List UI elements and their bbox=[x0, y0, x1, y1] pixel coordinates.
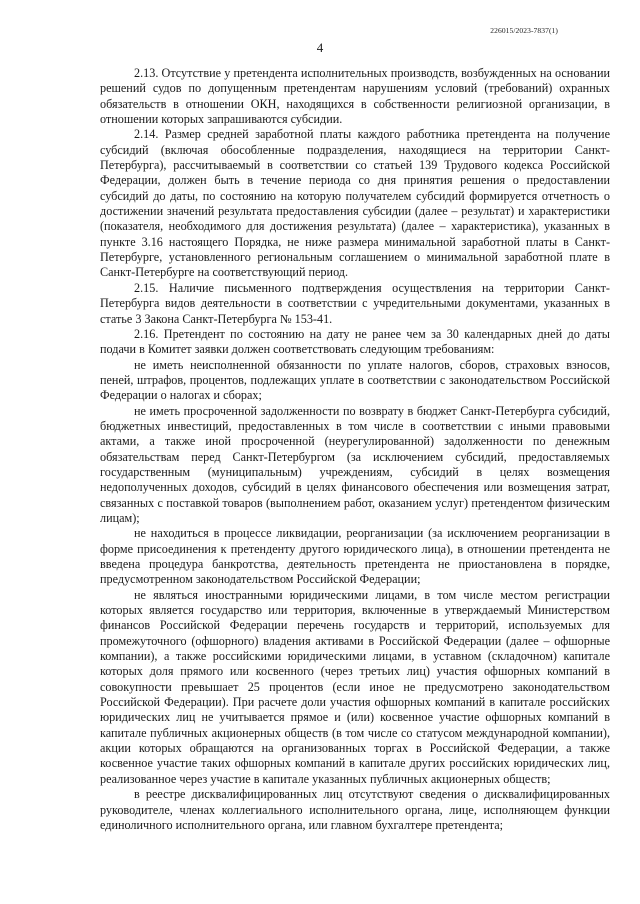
requirement-no-overdue-debt: не иметь просроченной задолженности по возврату в бюджет Санкт-Петербурга субсидий, бюджетных инвестиций, предоставленных в том числе в соответствии с иными правовыми актами, а также иной просроченной (неурегулированной) задолженности по денежным обязательствам перед Санкт-Петербургом (за исключением субсидий, предоставляемых государственным (муниципальным) учреждениям, субсидий в целях возмещения недополученных доходов, субсидий в целях финансового обеспечения или возмещения затрат, связанных с поставкой товаров (выполнением работ, оказанием услуг) претендентом физическим лицам); bbox=[100, 403, 610, 525]
paragraph-2-14: 2.14. Размер средней заработной платы каждого работника претендента на получение субсидий (включая обособленные подразделения, находящиеся на территории Санкт-Петербурга), рассчитываемый в соответствии со статьей 139 Трудового кодекса Российской Федерации, должен быть в течение периода со дня принятия решения о предоставлении субсидий до даты, по состоянию на которую получателем субсидий формируется отчетность о достижении значений результата предоставления субсидии (далее – результат) и характеристики (показателя, необходимого для достижения результата) (далее – характеристика), указанных в пункте 3.16 настоящего Порядка, не ниже размера минимальной заработной платы в Санкт-Петербурге, установленного региональным соглашением о минимальной заработной плате в Санкт-Петербурге на соответствующий период. bbox=[100, 127, 610, 280]
document-registration-number: 226015/2023-7837(1) bbox=[490, 26, 558, 35]
requirement-no-liquidation: не находиться в процессе ликвидации, реорганизации (за исключением реорганизации в форме присоединения к претенденту другого юридического лица), в отношении претендента не введена процедура банкротства, деятельность претендента не приостановлена в порядке, предусмотренном законодательством Российской Федерации; bbox=[100, 526, 610, 587]
paragraph-2-13: 2.13. Отсутствие у претендента исполнительных производств, возбужденных на основании решений судов по допущенным претендентам нарушениям условий (требований) охранных обязательств в отношении ОКН, находящихся в собственности религиозной организации, в отношении которых запрашиваются субсидии. bbox=[100, 66, 610, 127]
page-number: 4 bbox=[316, 40, 324, 55]
requirement-not-foreign-entity: не являться иностранными юридическими лицами, в том числе местом регистрации которых является государство или территория, включенные в утверждаемый Министерством финансов Российской Федерации перечень государств и территорий, используемых для промежуточного (офшорного) владения активами в Российской Федерации (далее – офшорные компании), а также российскими юридическими лицами, в уставном (складочном) капитале которых доля прямого или косвенного (через третьих лиц) участия офшорных компаний в совокупности превышает 25 процентов (если иное не предусмотрено законодательством Российской Федерации). При расчете доли участия офшорных компаний в капитале российских юридических лиц не учитывается прямое и (или) косвенное участие офшорных компаний в капитале публичных акционерных обществ (в том числе со статусом международной компании), акции которых обращаются на организованных торгах в Российской Федерации, а также косвенное участие таких офшорных компаний в капитале других российских юридических лиц, реализованное через участие в капитале указанных публичных акционерных обществ; bbox=[100, 587, 610, 786]
paragraph-2-16: 2.16. Претендент по состоянию на дату не ранее чем за 30 календарных дней до даты подачи в Комитет заявки должен соответствовать следующим требованиям: bbox=[100, 326, 610, 357]
document-body bbox=[100, 66, 610, 833]
paragraph-2-15: 2.15. Наличие письменного подтверждения осуществления на территории Санкт-Петербурга видов деятельности в соответствии с учредительными документами, указанных в статье 3 Закона Санкт-Петербурга № 153-41. bbox=[100, 280, 610, 326]
requirement-no-disqualified-persons: в реестре дисквалифицированных лиц отсутствуют сведения о дисквалифицированных руководителе, членах коллегиального исполнительного органа, лице, исполняющем функции единоличного исполнительного органа, или главном бухгалтере претендента; bbox=[100, 787, 610, 832]
requirement-no-tax-debt: не иметь неисполненной обязанности по уплате налогов, сборов, страховых взносов, пеней, штрафов, процентов, подлежащих уплате в соответствии с законодательством Российской Федерации о налогах и сборах; bbox=[100, 357, 610, 403]
